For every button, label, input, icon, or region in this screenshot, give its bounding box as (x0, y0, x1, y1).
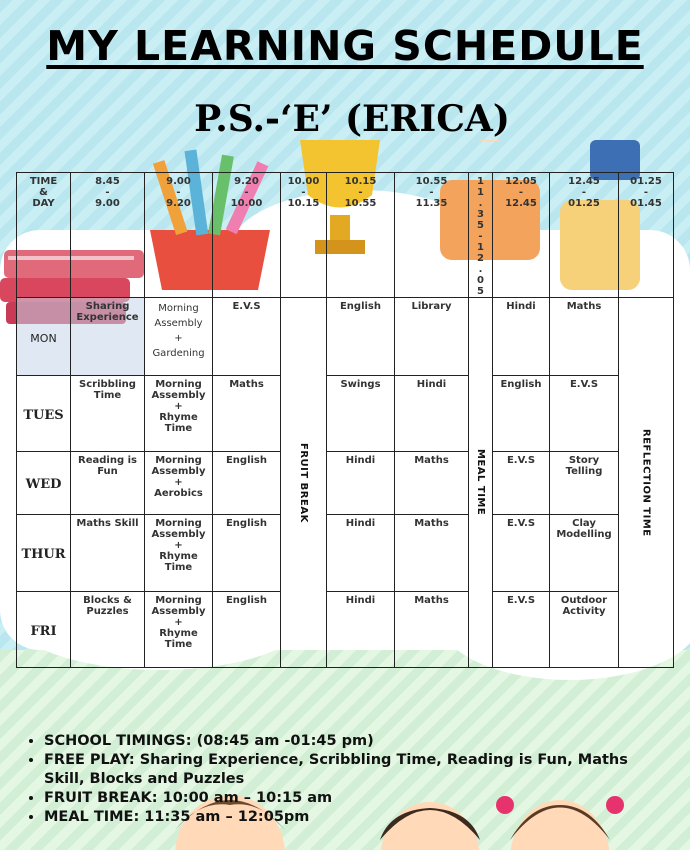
time-slot-header: 12.05 - 12.45 (493, 173, 550, 298)
day-cell: MON (17, 298, 71, 376)
activity-cell: Maths (395, 592, 469, 668)
activity-cell: Hindi (327, 515, 395, 592)
activity-cell: Maths (395, 452, 469, 515)
activity-cell: Outdoor Activity (550, 592, 619, 668)
header-line: & (39, 187, 48, 198)
note-item: • FRUIT BREAK: 10:00 am – 10:15 am (44, 789, 664, 808)
time-slot-header: 9.00 - 9.20 (145, 173, 213, 298)
activity-cell: Maths Skill (71, 515, 145, 592)
activity-cell: Scribbling Time (71, 376, 145, 452)
activity-cell: English (213, 452, 281, 515)
activity-cell: English (327, 298, 395, 376)
day-cell: THUR (17, 515, 71, 592)
table-row (17, 298, 674, 376)
subtitle-name: ERICA (362, 98, 493, 140)
page-title: MY LEARNING SCHEDULE (46, 22, 644, 70)
activity-cell: Library (395, 298, 469, 376)
time-slot-header: 10.55 - 11.35 (395, 173, 469, 298)
meal-slot-header: 1 1 . 3 5 - 1 2 . 0 5 (469, 173, 493, 298)
meal-time-cell: MEAL TIME (469, 298, 493, 668)
table-row (17, 592, 674, 668)
activity-cell: Morning Assembly + Rhyme Time (145, 376, 213, 452)
activity-cell: Hindi (327, 452, 395, 515)
activity-cell: Morning Assembly + Rhyme Time (145, 515, 213, 592)
activity-cell: E.V.S (550, 376, 619, 452)
header-line: DAY (32, 198, 55, 209)
activity-cell: E.V.S (493, 515, 550, 592)
day-cell: TUES (17, 376, 71, 452)
time-slot-header: 10.00 - 10.15 (281, 173, 327, 298)
table-row (17, 515, 674, 592)
activity-cell: Maths (395, 515, 469, 592)
activity-cell: Clay Modelling (550, 515, 619, 592)
activity-cell: English (213, 592, 281, 668)
fruit-break-cell: FRUIT BREAK (281, 298, 327, 668)
subtitle-prefix: P.S.-‘E’ ( (194, 98, 363, 140)
activity-cell: Hindi (493, 298, 550, 376)
time-slot-header: 01.25 - 01.45 (619, 173, 674, 298)
subtitle-suffix: ) (492, 98, 510, 140)
activity-cell: English (493, 376, 550, 452)
note-item: • FREE PLAY: Sharing Experience, Scribbling Time, Reading is Fun, Maths Skill, Blocks and Puzzles (44, 751, 664, 789)
note-item: • MEAL TIME: 11:35 am – 12:05pm (44, 808, 664, 827)
activity-cell: Swings (327, 376, 395, 452)
activity-cell: Story Telling (550, 452, 619, 515)
activity-cell: Morning Assembly + Gardening (145, 298, 213, 376)
reflection-time-cell: REFLECTION TIME (619, 298, 674, 668)
activity-cell: Blocks & Puzzles (71, 592, 145, 668)
activity-cell: Hindi (327, 592, 395, 668)
table-row (17, 452, 674, 515)
day-cell: FRI (17, 592, 71, 668)
time-slot-header: 12.45 - 01.25 (550, 173, 619, 298)
activity-cell: Sharing Experience (71, 298, 145, 376)
activity-cell: Maths (213, 376, 281, 452)
activity-cell: Reading is Fun (71, 452, 145, 515)
activity-cell: Morning Assembly + Aerobics (145, 452, 213, 515)
header-line: TIME (29, 176, 58, 187)
activity-cell: Hindi (395, 376, 469, 452)
activity-cell: Maths (550, 298, 619, 376)
activity-cell: Morning Assembly + Rhyme Time (145, 592, 213, 668)
activity-cell: E.V.S (493, 592, 550, 668)
activity-cell: E.V.S (493, 452, 550, 515)
time-slot-header: 9.20 - 10.00 (213, 173, 281, 298)
notes-list (24, 732, 664, 827)
note-item: • SCHOOL TIMINGS: (08:45 am -01:45 pm) (44, 732, 664, 751)
schedule-table (16, 172, 674, 668)
table-row (17, 376, 674, 452)
time-slot-header: 8.45 - 9.00 (71, 173, 145, 298)
activity-cell: English (213, 515, 281, 592)
activity-cell: E.V.S (213, 298, 281, 376)
time-day-header (17, 173, 71, 298)
page-subtitle (0, 98, 690, 140)
header-row (17, 173, 674, 298)
time-slot-header: 10.15 - 10.55 (327, 173, 395, 298)
day-cell: WED (17, 452, 71, 515)
